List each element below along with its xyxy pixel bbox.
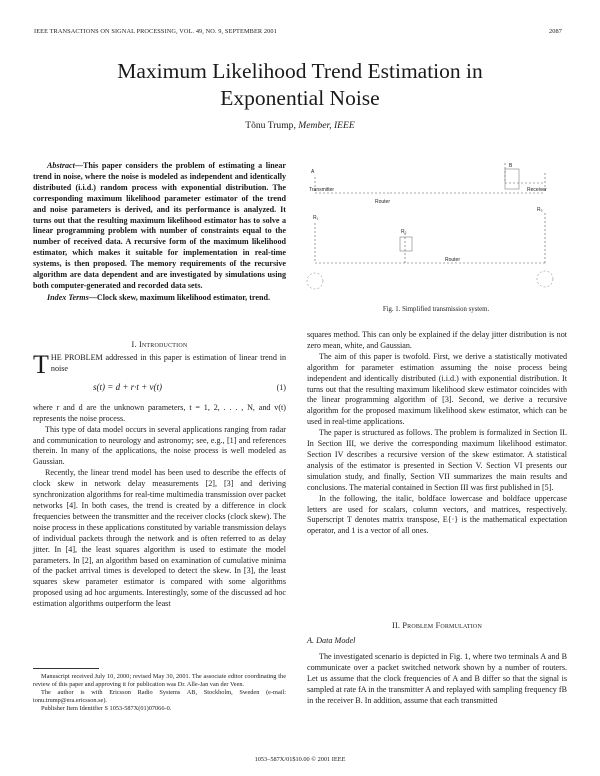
data-model-paragraph: The investigated scenario is depicted in Fig. 1, where two terminals A and B communicate over a packet switched network shown by a number of routers. Let us assume that the clock frequencies of A and B differ so that the signal is sampled at rate fA in the transmitter A and replayed with sampling frequency fB in the receiver B. In addition, assume that each transmitted [307, 652, 567, 705]
running-header-left: IEEE TRANSACTIONS ON SIGNAL PROCESSING, VOL. 49, NO. 9, SEPTEMBER 2001 [34, 28, 277, 35]
title-line-1: Maximum Likelihood Trend Estimation in [117, 59, 483, 83]
index-terms-label: Index Terms [47, 293, 89, 302]
equation-1-expression: s(t) = d + r·t + v(t) [93, 381, 162, 392]
index-terms [33, 293, 286, 304]
fig-label-r1: R₁ [313, 215, 319, 221]
paper-title [40, 58, 560, 112]
section-2-heading: II. Problem Formulation [392, 621, 482, 630]
drop-cap: T [33, 350, 49, 379]
author-line [40, 120, 560, 131]
section-1-heading: I. Introduction [131, 340, 188, 349]
right-paragraph-3: The paper is structured as follows. The problem is formalized in Section II. In Section III, we derive the corresponding maximum likelihood estimator. Section IV describes a recursive version of the skew estimator. A statistical analysis of the estimator is presented in Section V. Section VI presents our simulation study, and finally, Section VII summarizes the main results and conclusions. The material contained in Section III was first published in [5]. [307, 428, 567, 492]
intro-paragraph-3: This type of data model occurs in several applications ranging from radar and communication to neurology and astronomy; see, e.g., [1] and references therein. In many of the applications, the noise process is well modeled as Gaussian. [33, 424, 286, 467]
copyright-footer: 1053–587X/01$10.00 © 2001 IEEE [254, 756, 346, 763]
abstract-text: —This paper considers the problem of estimating a linear trend in noise, where the noise is modeled as independent and identically distributed (i.i.d.) random process with exponential distribution. The corresponding maximum likelihood parameter estimator of the trend and noise parameters is derived, and its performance is analyzed. It turns out that the resulting maximum likelihood estimator has to solve a linear programming problem with number of constraints equal to the number of received data. A recursive form of the maximum likelihood estimator, which makes it suitable for implementation in real-time systems, is then proposed. The memory requirements of the recursive algorithm are data dependent and are investigated by simulations using both computer-generated and recorded data sets. [33, 161, 286, 290]
fig-label-router-1: Router [375, 199, 391, 205]
right-paragraph-4: In the following, the italic, boldface lowercase and boldface uppercase letters are used for scalars, column vectors, and matrices, respectively. Superscript T denotes matrix transpose, E{·} is the mathematical expectation operator, and 1 is a vector of all ones. [307, 493, 567, 536]
footnote-rule [33, 668, 99, 669]
footnote-identifier: Publisher Item Identifier S 1053-587X(01)07066-0. [41, 705, 172, 713]
title-line-2: Exponential Noise [220, 86, 380, 110]
fig-label-transmitter: Transmitter [309, 187, 335, 193]
right-paragraph-2: The aim of this paper is twofold. First, we derive a statistically motivated algorithm for parameter estimation assuming the noise process being independent and identically distributed (i.i.d.) with exponential distribution. It turns out that the resulting maximum likelihood skew estimator coincides with the linear programming algorithm of [3]. Second, we derive a recursive algorithm for the proposed maximum likelihood skew estimator, which can be used in real-time applications. [307, 351, 567, 427]
index-terms-text: —Clock skew, maximum likelihood estimator, trend. [88, 293, 270, 302]
terminal-b-circle [537, 271, 553, 287]
section-1-body [33, 350, 286, 610]
footnote-manuscript: Manuscript received July 10, 2000; revised May 30, 2001. The associate editor coordinating the review of this paper and approving it for publication was Dr. Alle-Jan van der Veen. [33, 673, 286, 689]
footnote-affiliation: The author is with Ericsson Radio Systems AB, Stockholm, Sweden (e-mail: tonu.trump@era.ericsson.se). [33, 689, 286, 705]
diagram-links [315, 163, 545, 263]
equation-1 [33, 380, 286, 400]
author-role: Member, IEEE [298, 120, 355, 131]
right-column-body [307, 330, 567, 537]
subsection-a-heading: A. Data Model [307, 636, 356, 645]
abstract [33, 161, 286, 292]
intro-paragraph-1: HE PROBLEM addressed in this paper is estimation of linear trend in noise [50, 353, 286, 373]
author-name: Tõnu Trump, [245, 120, 296, 131]
fig-label-r2: R₂ [401, 229, 407, 235]
node-box-b [505, 169, 519, 189]
figure-1-diagram [305, 153, 567, 301]
figure-1-caption: Fig. 1. Simplified transmission system. [382, 306, 490, 313]
footnotes [33, 673, 286, 713]
right-paragraph-1: squares method. This can only be explained if the delay jitter distribution is not zero mean, white, and Gaussian. [307, 330, 567, 350]
fig-label-r3: R₃ [537, 207, 543, 213]
page-number: 2087 [549, 28, 562, 35]
fig-label-node-a: A [311, 169, 315, 175]
intro-paragraph-2: where r and d are the unknown parameters, t = 1, 2, . . . , N, and v(t) represents the noise process. [33, 402, 286, 423]
fig-label-node-b: B [509, 163, 513, 169]
abstract-label: Abstract [47, 161, 75, 170]
section-2-body [307, 652, 567, 707]
fig-label-router-2: Router [445, 257, 461, 263]
intro-paragraph-4: Recently, the linear trend model has been used to describe the effects of clock skew in network delay measurements [2], [3] and deriving synchronization algorithms for real-time multimedia transmission over packet networks [4]. In both cases, the trend is created by a difference in clock frequencies between the transmitter and the receiver clocks (clock skew). The noise process in these applications constituted by variable transmission delays of individual packets through the network and is often referred to as delay jitter. In [4], the least squares algorithm is used to estimate the model parameters. In [2], an algorithm based on examination of cumulative minima of the packet arrival times is developed to detect the skew. In [3], the least squares skew parameter estimator is compared with some algorithms proposed using ad hoc arguments. Interestingly, some of the discussed ad hoc estimation algorithms outperform the least [33, 468, 286, 609]
node-box-r2 [400, 237, 412, 251]
equation-1-number: (1) [276, 382, 286, 392]
terminal-a-circle [307, 273, 323, 289]
fig-label-receiver: Receiver [527, 187, 547, 193]
